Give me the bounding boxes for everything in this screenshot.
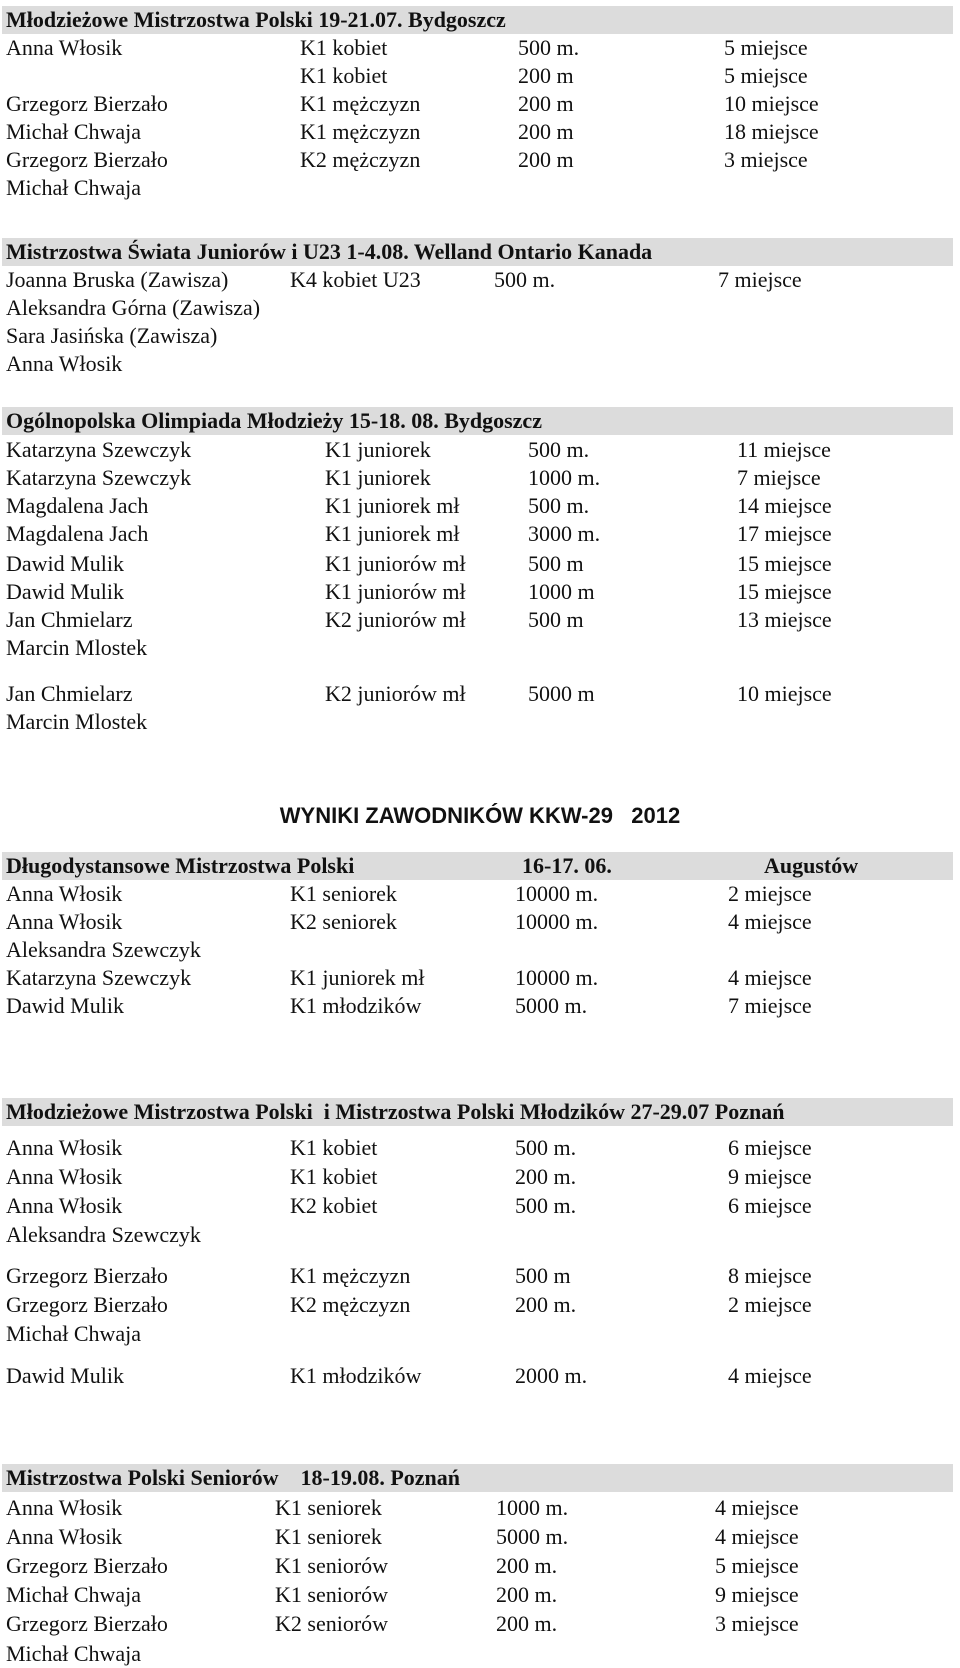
category: K1 mężczyzn (300, 91, 421, 116)
category: K4 kobiet U23 (290, 267, 421, 292)
athlete-name: Anna Włosik (6, 1193, 123, 1218)
category: K1 seniorów (275, 1553, 389, 1578)
placement: 6 miejsce (728, 1193, 812, 1218)
category: K1 kobiet (290, 1135, 378, 1160)
athlete-name: Joanna Bruska (Zawisza) (6, 267, 229, 292)
section-header-text: Młodzieżowe Mistrzostwa Polski i Mistrzostwa Polski Młodzików 27-29.07 Poznań (6, 1099, 785, 1124)
category: K2 juniorów mł (325, 607, 466, 632)
category: K1 seniorek (275, 1495, 382, 1520)
category: K2 mężczyzn (300, 147, 421, 172)
distance: 3000 m. (528, 521, 601, 546)
result-row (0, 90, 960, 118)
distance: 200 m. (496, 1553, 558, 1578)
section-header (2, 407, 953, 435)
result-row (0, 680, 960, 708)
placement: 14 miejsce (737, 493, 832, 518)
section-header (2, 238, 953, 266)
placement: 4 miejsce (715, 1495, 799, 1520)
athlete-name: Anna Włosik (6, 909, 123, 934)
placement: 3 miejsce (715, 1611, 799, 1636)
athlete-name: Michał Chwaja (6, 175, 142, 200)
category: K1 kobiet (290, 1164, 378, 1189)
placement: 4 miejsce (728, 1363, 812, 1388)
placement: 10 miejsce (737, 681, 832, 706)
result-row (0, 1523, 960, 1551)
result-row (0, 464, 960, 492)
athlete-name: Katarzyna Szewczyk (6, 965, 192, 990)
section-header (2, 852, 953, 880)
result-row (0, 1262, 960, 1290)
result-row (0, 1494, 960, 1522)
document-title: WYNIKI ZAWODNIKÓW KKW-29 2012 (279, 803, 681, 828)
distance: 200 m (518, 63, 574, 88)
athlete-name: Michał Chwaja (6, 119, 142, 144)
placement: 9 miejsce (728, 1164, 812, 1189)
result-row (0, 322, 960, 350)
placement: 10 miejsce (724, 91, 819, 116)
section-header-place: Augustów (764, 853, 859, 878)
athlete-name: Anna Włosik (6, 1164, 123, 1189)
placement: 2 miejsce (728, 881, 812, 906)
result-row (0, 174, 960, 202)
placement: 9 miejsce (715, 1582, 799, 1607)
category: K1 juniorek (325, 437, 431, 462)
result-row (0, 294, 960, 322)
result-row (0, 1581, 960, 1609)
result-row (0, 436, 960, 464)
distance: 500 m (528, 551, 584, 576)
section-header-date: 16-17. 06. (522, 853, 612, 878)
result-row (0, 350, 960, 378)
placement: 5 miejsce (724, 63, 808, 88)
section-header (2, 1098, 953, 1126)
category: K2 seniorów (275, 1611, 389, 1636)
placement: 13 miejsce (737, 607, 832, 632)
placement: 4 miejsce (715, 1524, 799, 1549)
distance: 5000 m. (496, 1524, 569, 1549)
result-row (0, 266, 960, 294)
result-row (0, 880, 960, 908)
athlete-name: Jan Chmielarz (6, 607, 133, 632)
result-row (0, 1320, 960, 1348)
section-header-text: Długodystansowe Mistrzostwa Polski (6, 853, 355, 878)
section-header (2, 6, 953, 34)
distance: 500 m (515, 1263, 571, 1288)
result-row (0, 34, 960, 62)
placement: 3 miejsce (724, 147, 808, 172)
result-row (0, 1362, 960, 1390)
section-header (2, 1464, 953, 1492)
category: K1 seniorów (275, 1582, 389, 1607)
category: K1 juniorek mł (325, 521, 460, 546)
result-row (0, 1552, 960, 1580)
placement: 18 miejsce (724, 119, 819, 144)
athlete-name: Magdalena Jach (6, 493, 149, 518)
athlete-name: Magdalena Jach (6, 521, 149, 546)
distance: 2000 m. (515, 1363, 588, 1388)
distance: 10000 m. (515, 881, 599, 906)
athlete-name: Anna Włosik (6, 35, 123, 60)
distance: 1000 m. (528, 465, 601, 490)
athlete-name: Michał Chwaja (6, 1641, 142, 1666)
athlete-name: Dawid Mulik (6, 993, 124, 1018)
result-row (0, 520, 960, 548)
placement: 17 miejsce (737, 521, 832, 546)
category: K1 młodzików (290, 993, 422, 1018)
category: K2 seniorek (290, 909, 397, 934)
athlete-name: Michał Chwaja (6, 1582, 142, 1607)
athlete-name: Anna Włosik (6, 1524, 123, 1549)
result-row (0, 62, 960, 90)
category: K1 mężczyzn (290, 1263, 411, 1288)
distance: 200 m. (496, 1582, 558, 1607)
category: K1 juniorek (325, 465, 431, 490)
category: K1 młodzików (290, 1363, 422, 1388)
category: K1 kobiet (300, 35, 388, 60)
result-row (0, 1610, 960, 1638)
athlete-name: Dawid Mulik (6, 1363, 124, 1388)
category: K2 mężczyzn (290, 1292, 411, 1317)
result-row (0, 992, 960, 1020)
distance: 1000 m. (496, 1495, 569, 1520)
athlete-name: Sara Jasińska (Zawisza) (6, 323, 218, 348)
distance: 500 m. (518, 35, 580, 60)
placement: 2 miejsce (728, 1292, 812, 1317)
athlete-name: Anna Włosik (6, 881, 123, 906)
distance: 500 m. (528, 437, 590, 462)
athlete-name: Grzegorz Bierzało (6, 1263, 168, 1288)
category: K2 kobiet (290, 1193, 378, 1218)
result-row (0, 936, 960, 964)
distance: 500 m. (494, 267, 556, 292)
distance: 200 m (518, 147, 574, 172)
athlete-name: Dawid Mulik (6, 579, 124, 604)
athlete-name: Katarzyna Szewczyk (6, 437, 192, 462)
athlete-name: Dawid Mulik (6, 551, 124, 576)
placement: 6 miejsce (728, 1135, 812, 1160)
distance: 10000 m. (515, 965, 599, 990)
section-header-text: Ogólnopolska Olimpiada Młodzieży 15-18. 08. Bydgoszcz (6, 408, 542, 433)
distance: 200 m (518, 119, 574, 144)
athlete-name: Marcin Mlostek (6, 709, 148, 734)
placement: 7 miejsce (718, 267, 802, 292)
athlete-name: Grzegorz Bierzało (6, 91, 168, 116)
placement: 5 miejsce (724, 35, 808, 60)
distance: 200 m. (515, 1164, 577, 1189)
distance: 200 m. (515, 1292, 577, 1317)
placement: 7 miejsce (728, 993, 812, 1018)
athlete-name: Grzegorz Bierzało (6, 1611, 168, 1636)
category: K1 juniorów mł (325, 551, 466, 576)
section-header-text: Mistrzostwa Świata Juniorów i U23 1-4.08. Welland Ontario Kanada (6, 239, 653, 264)
category: K1 juniorek mł (290, 965, 425, 990)
athlete-name: Anna Włosik (6, 1135, 123, 1160)
distance: 500 m. (515, 1193, 577, 1218)
category: K2 juniorów mł (325, 681, 466, 706)
section-header-text: Mistrzostwa Polski Seniorów 18-19.08. Poznań (6, 1465, 461, 1490)
result-row (0, 908, 960, 936)
result-row (0, 606, 960, 634)
result-row (0, 1163, 960, 1191)
placement: 15 miejsce (737, 551, 832, 576)
athlete-name: Aleksandra Górna (Zawisza) (6, 295, 261, 320)
athlete-name: Grzegorz Bierzało (6, 1292, 168, 1317)
result-row (0, 1192, 960, 1220)
category: K1 seniorek (290, 881, 397, 906)
placement: 8 miejsce (728, 1263, 812, 1288)
result-row (0, 708, 960, 736)
placement: 11 miejsce (737, 437, 831, 462)
distance: 500 m. (515, 1135, 577, 1160)
distance: 5000 m. (515, 993, 588, 1018)
athlete-name: Marcin Mlostek (6, 635, 148, 660)
distance: 1000 m (528, 579, 595, 604)
result-row (0, 550, 960, 578)
category: K1 kobiet (300, 63, 388, 88)
placement: 4 miejsce (728, 965, 812, 990)
athlete-name: Aleksandra Szewczyk (6, 937, 201, 962)
distance: 200 m. (496, 1611, 558, 1636)
athlete-name: Grzegorz Bierzało (6, 1553, 168, 1578)
placement: 15 miejsce (737, 579, 832, 604)
distance: 200 m (518, 91, 574, 116)
result-row (0, 578, 960, 606)
placement: 7 miejsce (737, 465, 821, 490)
placement: 4 miejsce (728, 909, 812, 934)
athlete-name: Michał Chwaja (6, 1321, 142, 1346)
athlete-name: Jan Chmielarz (6, 681, 133, 706)
result-row (0, 1134, 960, 1162)
category: K1 mężczyzn (300, 119, 421, 144)
result-row (0, 492, 960, 520)
result-row (0, 964, 960, 992)
result-row (0, 1221, 960, 1249)
distance: 5000 m (528, 681, 595, 706)
result-row (0, 1291, 960, 1319)
category: K1 seniorek (275, 1524, 382, 1549)
category: K1 juniorek mł (325, 493, 460, 518)
athlete-name: Anna Włosik (6, 351, 123, 376)
athlete-name: Grzegorz Bierzało (6, 147, 168, 172)
distance: 500 m. (528, 493, 590, 518)
result-row (0, 118, 960, 146)
section-header-text: Młodzieżowe Mistrzostwa Polski 19-21.07. Bydgoszcz (6, 7, 506, 32)
athlete-name: Katarzyna Szewczyk (6, 465, 192, 490)
result-row (0, 146, 960, 174)
category: K1 juniorów mł (325, 579, 466, 604)
athlete-name: Aleksandra Szewczyk (6, 1222, 201, 1247)
distance: 500 m (528, 607, 584, 632)
result-row (0, 634, 960, 662)
placement: 5 miejsce (715, 1553, 799, 1578)
athlete-name: Anna Włosik (6, 1495, 123, 1520)
distance: 10000 m. (515, 909, 599, 934)
